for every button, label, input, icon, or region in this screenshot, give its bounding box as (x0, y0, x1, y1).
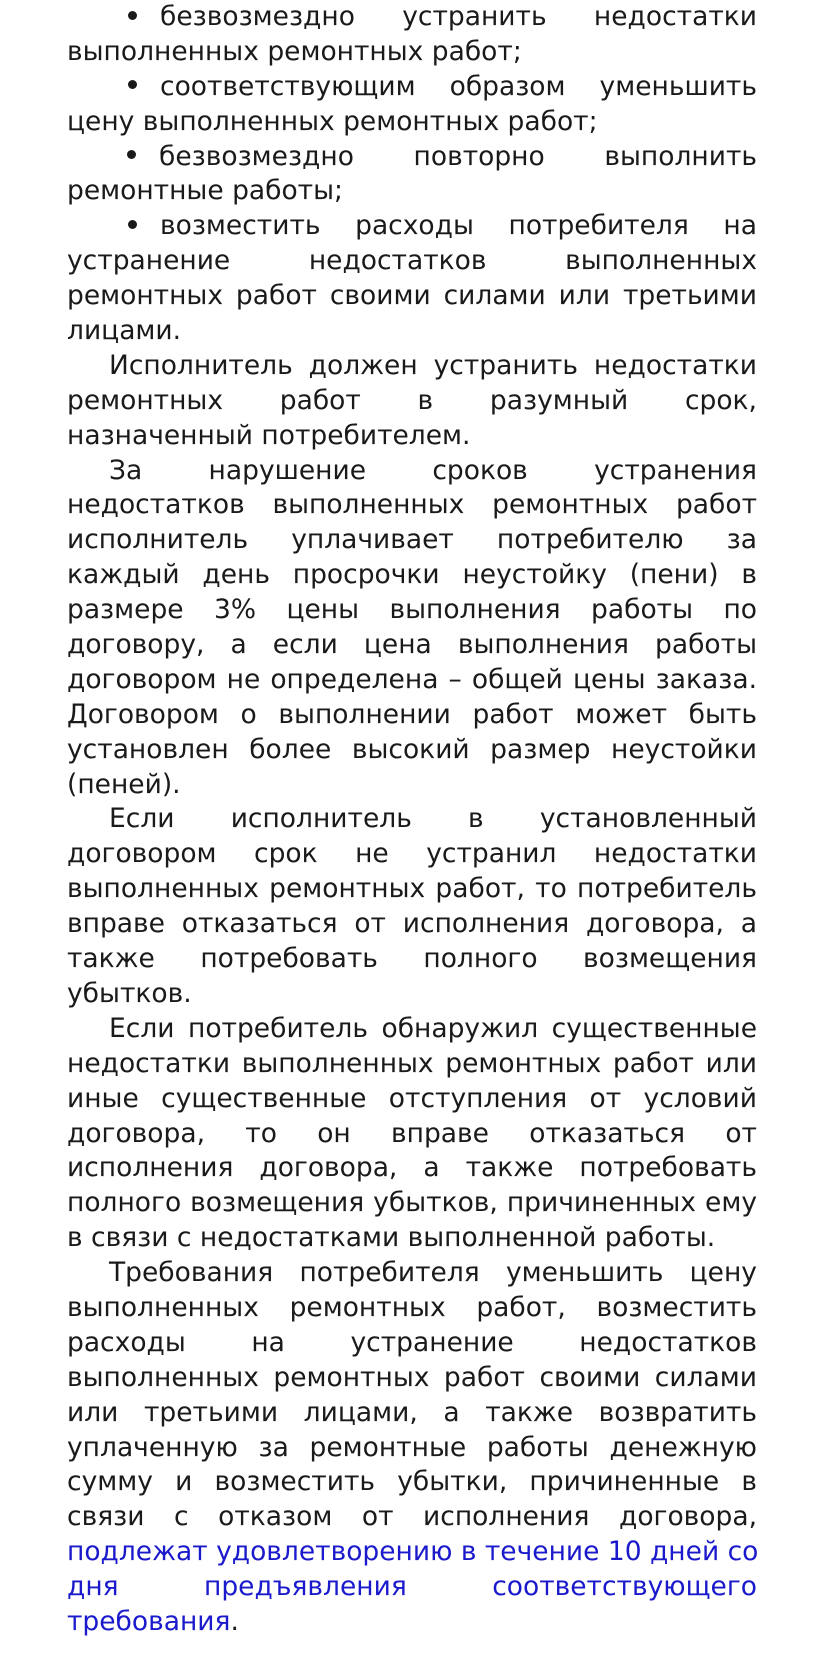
bullet-line: безвозмездно повторно выполнить (67, 140, 757, 175)
bullet-line: безвозмездно устранить недостатки (67, 0, 757, 35)
link-line[interactable]: подлежат удовлетворению в течение 10 дней со (67, 1536, 759, 1568)
paragraph-line: (пеней). (67, 768, 181, 800)
paragraph-line: расходы на устранение недостатков (67, 1326, 757, 1358)
paragraph-line: исполнения договора, а также потребовать (67, 1152, 757, 1184)
bullet-line: выполненных ремонтных работ; (67, 35, 522, 67)
paragraph-line: Договором о выполнении работ может быть (67, 698, 757, 730)
paragraph (67, 802, 757, 1011)
bullet-item (67, 70, 757, 140)
bullet-line: лицами. (67, 315, 182, 347)
paragraph-line: иные существенные отступления от условий (67, 1082, 757, 1114)
paragraph-line: договора, то он вправе отказаться от (67, 1117, 757, 1149)
bullet-line: ремонтные работы; (67, 175, 343, 207)
paragraph-line: договором не определена – общей цены заказа. (67, 663, 757, 695)
paragraph-line: связи с отказом от исполнения договора, (67, 1501, 757, 1533)
paragraph-line: выполненных ремонтных работ своими силами (67, 1361, 757, 1393)
paragraph-line: назначенный потребителем. (67, 419, 471, 451)
bullet-icon (126, 77, 140, 91)
paragraph-line: исполнитель уплачивает потребителю за (67, 524, 757, 556)
paragraph-line: или третьими лицами, а также возвратить (67, 1396, 757, 1428)
bullet-icon (126, 8, 140, 22)
paragraph-line: также потребовать полного возмещения (67, 943, 757, 975)
paragraph-line: ремонтных работ в разумный срок, (67, 384, 757, 416)
link-text[interactable]: требования (67, 1605, 231, 1637)
paragraph (67, 454, 757, 803)
bullet-line: соответствующим образом уменьшить (67, 70, 757, 105)
document-body (67, 0, 757, 1640)
paragraph-line: вправе отказаться от исполнения договора, а (67, 908, 757, 940)
link-line[interactable]: дня предъявления соответствующего (67, 1571, 757, 1603)
paragraph-line: недостатки выполненных ремонтных работ или (67, 1047, 757, 1079)
paragraph-line: сумму и возместить убытки, причиненные в (67, 1466, 757, 1498)
paragraph-line: выполненных ремонтных работ, возместить (67, 1291, 757, 1323)
paragraph-line: каждый день просрочки неустойку (пени) в (67, 559, 757, 591)
paragraph-line: установлен более высокий размер неустойки (67, 733, 757, 765)
bullet-line: цену выполненных ремонтных работ; (67, 105, 598, 137)
paragraph-line: убытков. (67, 977, 192, 1009)
bullet-item (67, 209, 757, 349)
link-line-final (67, 1605, 757, 1640)
paragraph-line: уплаченную за ремонтные работы денежную (67, 1431, 757, 1463)
paragraph-line: Если исполнитель в установленный (109, 803, 757, 835)
paragraph-line: договору, а если цена выполнения работы (67, 629, 757, 661)
paragraph-line: За нарушение сроков устранения (109, 454, 757, 486)
bullet-line: устранение недостатков выполненных (67, 245, 757, 277)
paragraph-line: договором срок не устранил недостатки (67, 838, 757, 870)
paragraph-line: Исполнитель должен устранить недостатки (109, 349, 757, 381)
paragraph (67, 1256, 757, 1640)
paragraph (67, 349, 757, 454)
bullet-item (67, 0, 757, 70)
paragraph-line: размере 3% цены выполнения работы по (67, 594, 757, 626)
paragraph-line: выполненных ремонтных работ, то потребитель (67, 873, 757, 905)
bullet-line: ремонтных работ своими силами или третьими (67, 280, 757, 312)
paragraph-line: полного возмещения убытков, причиненных ему (67, 1187, 757, 1219)
bullet-line: возместить расходы потребителя на (67, 209, 757, 244)
paragraph-line: недостатков выполненных ремонтных работ (67, 489, 757, 521)
bullet-item (67, 140, 757, 210)
paragraph-line: Требования потребителя уменьшить цену (109, 1257, 757, 1289)
trailing-period: . (230, 1605, 239, 1637)
paragraph-line: Если потребитель обнаружил существенные (109, 1012, 757, 1044)
paragraph (67, 1012, 757, 1256)
bullet-icon (125, 147, 139, 161)
bullet-icon (126, 217, 140, 231)
paragraph-line: в связи с недостатками выполненной работы. (67, 1222, 716, 1254)
